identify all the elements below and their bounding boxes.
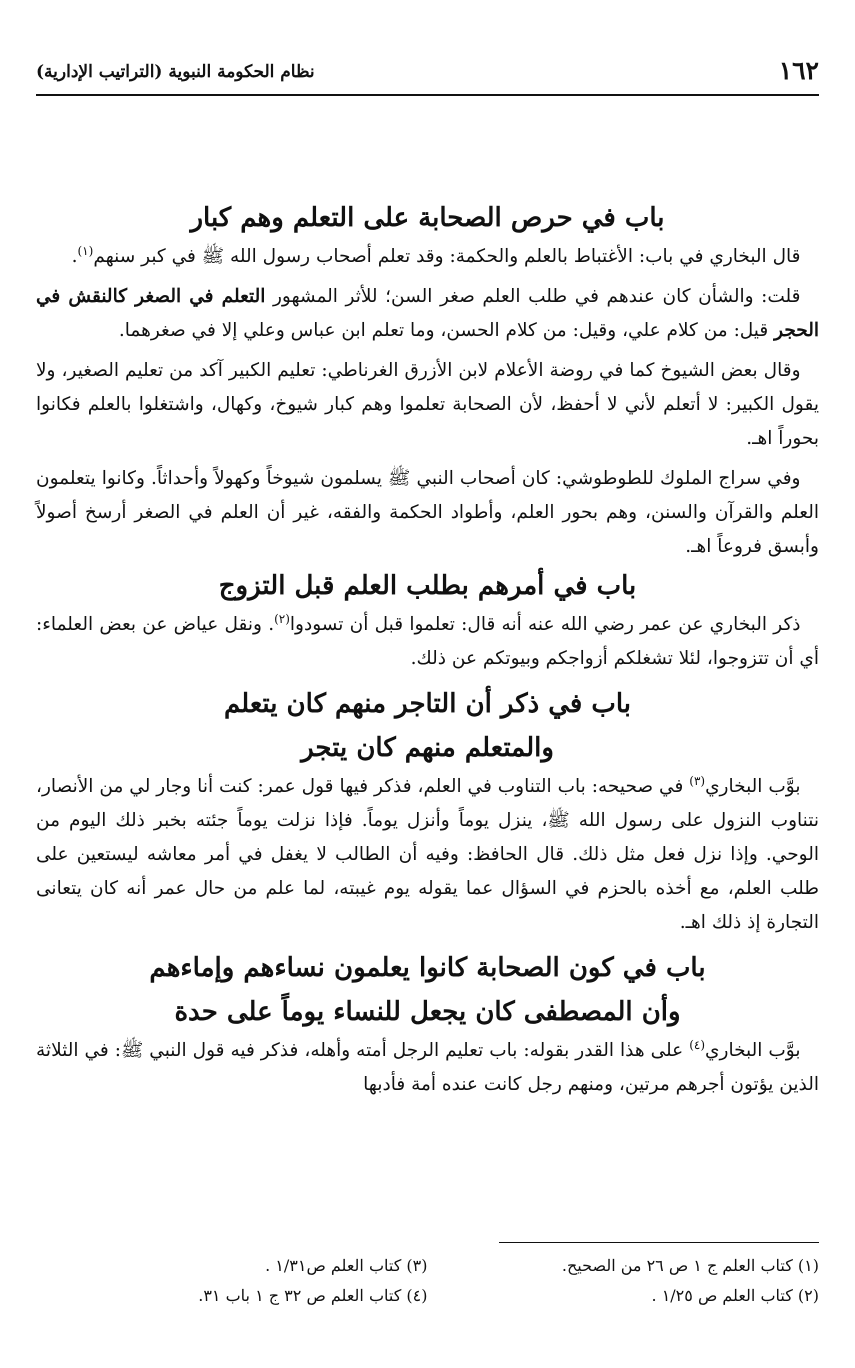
- section-4-title-line-1: باب في كون الصحابة كانوا يعلمون نساءهم وإماءهم: [149, 953, 706, 983]
- section-4-title-line-2: وأن المصطفى كان يجعل للنساء يوماً على حدة: [174, 997, 681, 1027]
- section-3-title-line-1: باب في ذكر أن التاجر منهم كان يتعلم: [223, 689, 632, 719]
- footnote-1: (١) كتاب العلم ج ١ ص ٢٦ من الصحيح.: [561, 1256, 819, 1275]
- proverb-bold: التعلم في الصغر كالنقش في الحجر: [36, 286, 819, 341]
- book-title: نظام الحكومة النبوية (التراتيب الإدارية): [36, 62, 315, 82]
- footnote-ref-3: (٣): [689, 773, 706, 788]
- footnote-divider: [499, 1242, 819, 1243]
- running-header: [36, 54, 819, 96]
- section-4-paragraph-1: بوَّب البخاري$^{(٤)}$ على هذا القدر بقوله: باب تعليم الرجل أمته وأهله، فذكر فيه قول النبي ﷺ: في الثلاثة الذين يؤتون أجرهم مرتين، ومنهم رجل كانت عنده أمة فأدبها: [36, 1037, 819, 1095]
- section-3-paragraph-1: بوَّب البخاري$^{(٣)}$ في صحيحه: باب التناوب في العلم، فذكر فيها قول عمر: كنت أنا وجار لي من الأنصار، نتناوب النزول على رسول الله ﷺ، ينزل يوماً وأنزل يوماً. فإذا نزلت يوماً جئته بخبر ذلك اليوم من الوحي. وإذا نزل فعل مثل ذلك. قال الحافظ: وفيه أن الطالب لا يغفل في أمر معاشه ليستعين على طلب العلم، مع أخذه بالحزم في السؤال عما يقوله يوم غيبته، لما علم من حال عمر أنه كان يتعانى التجارة إذ ذلك اهـ.: [36, 773, 819, 933]
- section-1-title: باب في حرص الصحابة على التعلم وهم كبار: [190, 203, 665, 233]
- section-2-title: باب في أمرهم بطلب العلم قبل التزوج: [218, 571, 637, 601]
- footnote-ref-2: (٢): [274, 611, 290, 626]
- footnote-3: (٣) كتاب العلم ص١/٣١ .: [265, 1256, 428, 1275]
- section-2-paragraph-1: ذكر البخاري عن عمر رضي الله عنه أنه قال: تعلموا قبل أن تسودوا$^{(٢)}$. ونقل عياض عن بعض العلماء: أي أن تتزوجوا، لئلا تشغلكم أزواجكم وبيوتكم عن ذلك.: [36, 611, 819, 669]
- footnote-2: (٢) كتاب العلم ص ١/٢٥ .: [651, 1286, 819, 1305]
- footnote-4: (٤) كتاب العلم ص ٣٢ ج ١ باب ٣١.: [198, 1286, 428, 1305]
- footnotes: [36, 1242, 819, 1311]
- section-1-paragraph-3: وقال بعض الشيوخ كما في روضة الأعلام لابن الأزرق الغرناطي: تعليم الكبير آكد من تعليم الصغير، ولا يقول الكبير: لا أتعلم لأني لا أحفظ، لأن الصحابة تعلموا وهم كبار شيوخ، وكهال، واشتغلوا بالعلم فكانوا بحوراً اهـ.: [36, 360, 819, 449]
- section-1-paragraph-2: قلت: والشأن كان عندهم في طلب العلم صغر السن؛ للأثر المشهور التعلم في الصغر كالنقش في الحجر قيل: من كلام علي، وقيل: من كلام الحسن، وما تعلم ابن عباس وعلي إلا في صغرهما.: [36, 286, 819, 341]
- section-1-paragraph-1: قال البخاري في باب: الأغتباط بالعلم والحكمة: وقد تعلم أصحاب رسول الله ﷺ في كبر سنهم$^{(١)}$.: [71, 243, 801, 267]
- footnote-ref-1: (١): [77, 243, 94, 258]
- footnote-ref-4: (٤): [689, 1037, 706, 1052]
- page-number: ١٦٢: [778, 56, 819, 85]
- section-1-paragraph-4: وفي سراج الملوك للطوطوشي: كان أصحاب النبي ﷺ يسلمون شيوخاً وكهولاً وأحداثاً. وكانوا يتعلمون العلم والقرآن والسنن، وهم بحور العلم، وأطواد الحكمة والفقه، غير أن العلم في الصغر أرسخ أصولاً وأبسق فروعاً اهـ.: [36, 468, 819, 557]
- section-3-title-line-2: والمتعلم منهم كان يتجر: [301, 733, 554, 763]
